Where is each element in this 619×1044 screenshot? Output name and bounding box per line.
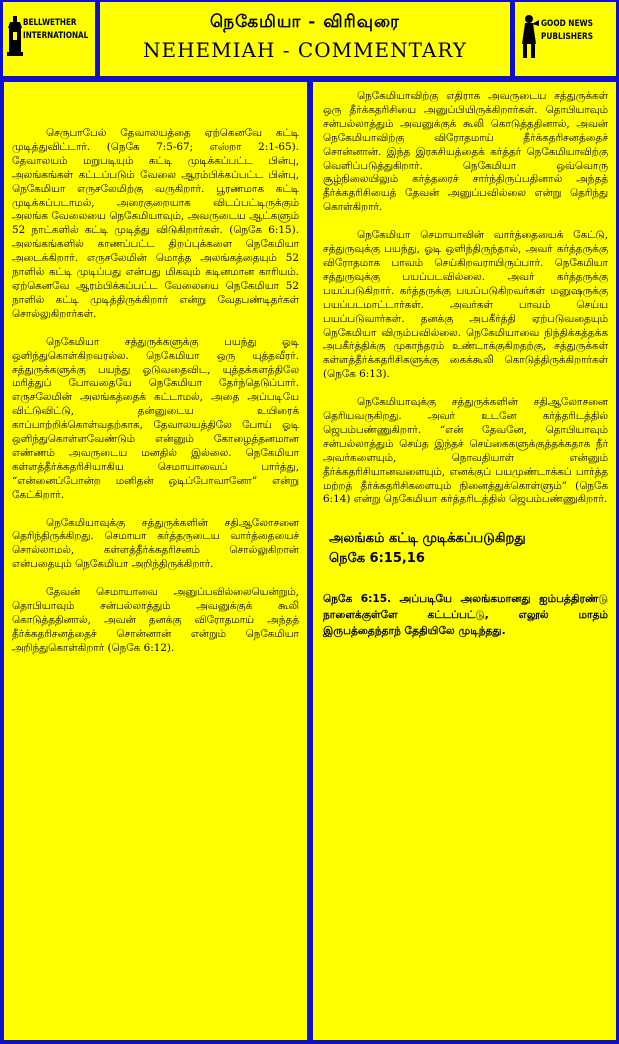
bellwether-logo-text: BELLWETHER INTERNATIONAL <box>23 18 89 41</box>
section-heading-title: அலங்கம் கட்டி முடிக்கப்படுகிறது <box>329 531 526 547</box>
left-column <box>4 82 307 1040</box>
good-news-logo-text: GOOD NEWS PUBLISHERS <box>541 19 594 42</box>
bell-tower-icon <box>7 16 23 56</box>
title-tamil: நெகேமியா - விரிவுரை <box>210 12 400 32</box>
left-paragraph-2: நெகேமியா சத்துருக்களுக்கு பயந்து ஓடி ஒளிந்துகொள்கிறவரல்ல. நெகேமியா ஒரு யுத்தவீரர். சத்துருக்களுக்கு பயந்து ஓடுவதைவிட, யுத்தக்களத்திலே மரித்துப் போவதையே நெகேமியா தேர்ந்தெடுப்பார். எருசலேமின் அலங்கத்தைக் கட்டாமல், அதை அப்படியே விட்டுவிட்டு, தன்னுடைய உயிரைக் காப்பாற்றிக்கொள்வதற்காக, தேவாலயத்திலே போய் ஓடி ஒளிந்துகொள்ளவேண்டும் என்னும் கோழைத்தனமான எண்ணம் அவருடைய மனதில் இல்லை. நெகேமியா கள்ளத்தீர்க்கதரிசியாகிய செமாயாவைப் பார்த்து, “என்னைப்போன்ற மனிதன் ஒடிப்போவானோ” என்று கேட்கிறார். <box>12 335 299 501</box>
bellwether-logo <box>7 14 93 66</box>
publisher-logo-right <box>515 2 616 76</box>
publisher-logo-left <box>3 2 95 76</box>
left-paragraph-1: செருபாபேல் தேவாலயத்தை ஏற்கெனவே கட்டி முடித்துவிட்டார். (நெகே 7:5-67; எஸ்றா 2:1-65). தேவாலயம் மறுபடியும் கட்டி முடிக்கப்பட்ட பின்பு, அலங்கங்கள் கட்டப்படும் வேலை ஆரம்பிக்கப்பட்ட பின்பு, நெகேமியா எருசலேமிற்கு வருகிறார். பூரணமாக கட்டி முடிக்கப்படாமல், அரைகுறையாக விடப்பட்டிருக்கும் அலங்க வேலையை நெகேமியாவும், அவருடைய ஆட்களும் 52 நாட்களில் கட்டி முடித்து விடுகிறார்கள். (நெகே 6:15). அலங்கங்களில் காணப்பட்ட திறப்புக்களை நெகேமியா அடைக்கிறார். எருசலேமின் மொத்த அலங்கத்தையும் 52 நாளில் கட்டி முடிப்பது என்பது மிகவும் கடினமான காரியம். ஏற்கெனவே ஆரம்பிக்கப்பட்ட வேலையை நெகேமியா 52 நாளில் கட்டி முடித்திருக்கிறார் என்று வேதபண்டிதர்கள் சொல்லுகிறார்கள். <box>12 127 299 320</box>
section-heading <box>329 529 608 569</box>
right-paragraph-2: நெகேமியா செமாயாவின் வார்த்தையைக் கேட்டு, சத்துருவுக்கு பயந்து, ஓடி ஒளிந்திருந்தால், அவர் கர்த்தருக்கு விரோதமாக பாவம் செய்கிறவராயிருப்பார். நெகேமியா சத்துருவுக்கு பயப்படவில்லை. அவர் கர்த்தருக்கு பயப்படுகிறார். கர்த்தருக்கு பயப்படுகிறவர்கள் மனுஷருக்கு பயப்படமாட்டார்கள். அவர்கள் பாவம் செய்ய பயப்படுவார்கள். தனக்கு அபகீர்த்தி ஏற்படுவதையும் நெகேமியா விரும்பவில்லை. நெகேமியாவை நிந்திக்கத்தக்க அபகீர்த்திக்கு முகாந்தரம் உண்டாக்குகிறதற்கு, சத்துருக்கள் கள்ளத்தீர்க்கதரிசிகளுக்கு கைக்கூலி கொடுத்திருக்கிறார்கள் (நெகே 6:13). <box>323 229 608 381</box>
right-paragraph-3: நெகேமியாவுக்கு சத்துருக்களின் சதிஆலோசனை தெரியவருகிறது. அவர் உடனே கர்த்தரிடத்தில் ஜெபம்பண்ணுகிறார். “என் தேவனே, தொபியாவும் சன்பல்லாத்தும் செய்த இந்தச் செய்கைகளுக்குத்தக்கதாக நீர் அவர்களையும், நொவதியாள் என்னும் தீர்க்கதரிசியானவளையும், எனக்குப் பயமுண்டாக்கப் பார்த்த மற்றத் தீர்க்கதரிசிகளையும் நினைத்துக்கொள்ளும்” (நெகே 6:14) என்று நெகேமியா கர்த்தரிடத்தில் ஜெபம்பண்ணுகிறார். <box>323 396 608 506</box>
good-news-logo <box>519 14 605 66</box>
right-column <box>313 82 616 1040</box>
right-paragraph-1: நெகேமியாவிற்கு எதிராக அவருடைய சத்துருக்கள் ஒரு தீர்க்கதரிசியை அனுப்பியிருக்கிறார்கள். தொபியாவும் சன்பல்லாத்தும் அவனுக்குக் கூலி கொடுத்ததினால், அவன் நெகேமியாவிற்கு விரோதமாய் தீர்க்கதரிசனத்தைச் சொன்னான். இந்த இரகசியத்தைக் கர்த்தர் நெகேமியாவிற்கு வெளிப்படுத்துகிறார். நெகேமியா ஒவ்வொரு சூழ்நிலையிலும் கர்த்தரைச் சார்ந்திருப்பதினால் அந்தத் தீர்க்கதரிசியைத் தேவன் அனுப்பவில்லை என்று தெரிந்து கொள்கிறார். <box>323 90 608 214</box>
left-paragraph-3: நெகேமியாவுக்கு சத்துருக்களின் சதிஆலோசனை தெரிந்திருக்கிறது. செமாயா கர்த்தருடைய வார்த்தையைச் சொல்லாமல், கள்ளத்தீர்க்கதரிசனம் சொல்லுகிறான் என்பதையும் நெகேமியா அறிந்திருக்கிறார். <box>12 516 299 571</box>
left-paragraph-4: தேவன் செமாயாவை அனுப்பவில்லையென்றும், தொபியாவும் சன்பல்லாத்தும் அவனுக்குக் கூலி கொடுத்ததினால், அவன் தனக்கு விரோதமாய் அந்தத் தீர்க்கதரிசனத்தைச் சொன்னான் என்றும் நெகேமியா அறிந்துகொள்கிறார் (நெகே 6:12). <box>12 586 299 654</box>
trumpeter-icon <box>519 14 539 60</box>
section-heading-reference: நெகே 6:15,16 <box>329 551 425 567</box>
bible-verse: நெகே 6:15. அப்படியே அலங்கமானது ஐம்பத்திரண்டு நாளைக்குள்ளே கட்டப்பட்டு, எலூல் மாதம் இருபத்தைந்தாந் தேதியிலே முடிந்தது. <box>323 593 608 638</box>
header-title-box <box>100 2 510 76</box>
title-english: NEHEMIAH - COMMENTARY <box>143 38 467 62</box>
